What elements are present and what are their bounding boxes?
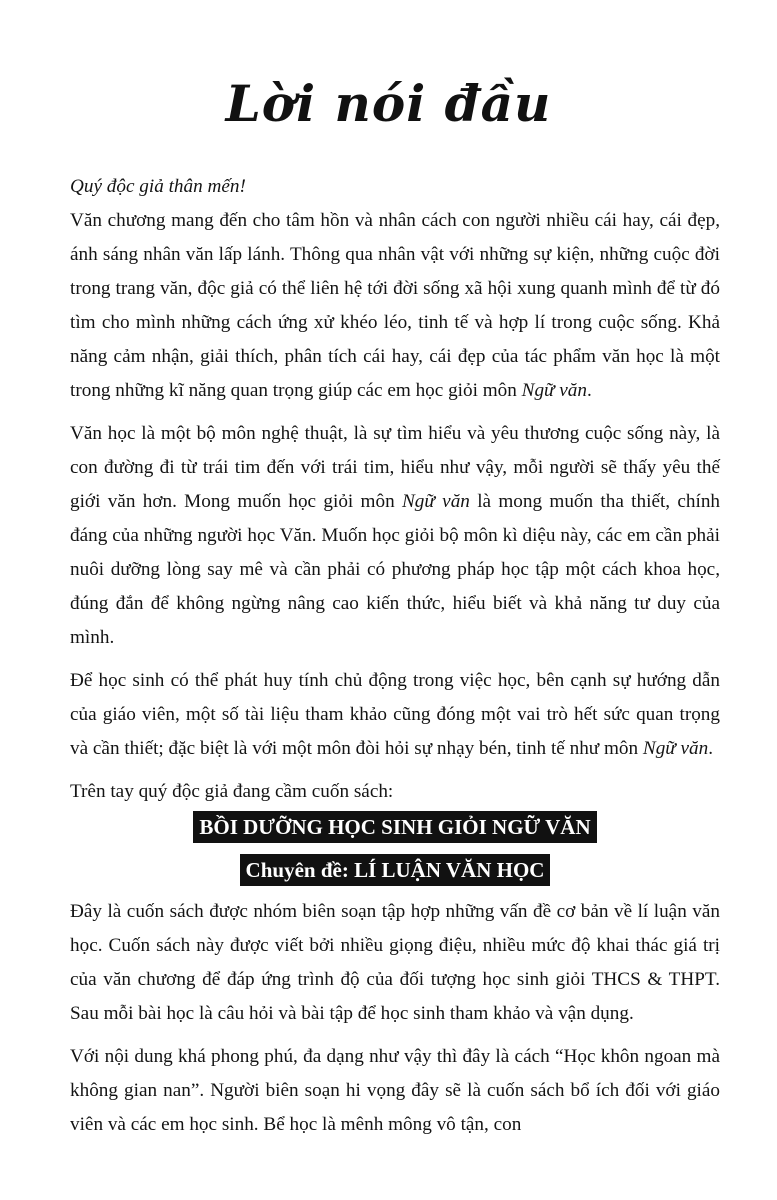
paragraph-1-end: . xyxy=(587,380,592,401)
book-subtitle-banner xyxy=(70,850,720,889)
book-subtitle: Chuyên đề: LÍ LUẬN VĂN HỌC xyxy=(240,854,551,886)
paragraph-4-text: Trên tay quý độc giả đang cầm cuốn sách: xyxy=(70,781,394,802)
paragraph-2-emphasis: Ngữ văn xyxy=(402,491,470,512)
book-title-banner xyxy=(70,811,720,846)
book-title: BỒI DƯỠNG HỌC SINH GIỎI NGỮ VĂN xyxy=(193,811,596,843)
greeting-text: Quý độc giả thân mến! xyxy=(70,176,246,197)
body-text xyxy=(70,170,720,1151)
paragraph-2-text-b: là mong muốn tha thiết, chính đáng của những người học Văn. Muốn học giỏi bộ môn kì diệu này, các em cần phải nuôi dưỡng lòng say mê và cần phải có phương pháp học tập một cách khoa học, đúng đắn để không ngừng nâng cao kiến thức, hiểu biết và khả năng tư duy của mình. xyxy=(70,491,721,648)
paragraph-1-text: Văn chương mang đến cho tâm hồn và nhân cách con người nhiều cái hay, cái đẹp, ánh sáng nhân văn lấp lánh. Thông qua nhân vật với những sự kiện, những cuộc đời trong trang văn, độc giả có thể liên hệ tới đời sống xã hội xung quanh mình để từ đó tìm cho mình những cách ứng xử khéo léo, tinh tế và hợp lí trong cuộc sống. Khả năng cảm nhận, giải thích, phân tích cái hay, cái đẹp của tác phẩm văn học là một trong những kĩ năng quan trọng giúp các em học giỏi môn xyxy=(70,210,720,401)
paragraph-5 xyxy=(70,895,720,1031)
paragraph-5-text: Đây là cuốn sách được nhóm biên soạn tập hợp những vấn đề cơ bản về lí luận văn học. Cuốn sách này được viết bởi nhiều giọng điệu, nhiều mức độ khai thác giá trị của văn chương để đáp ứng trình độ của đối tượng học sinh giỏi THCS & THPT. Sau mỗi bài học là câu hỏi và bài tập để học sinh tham khảo và vận dụng. xyxy=(70,901,720,1024)
page-title: Lời nói đầu xyxy=(225,74,552,133)
paragraph-4 xyxy=(70,775,720,809)
paragraph-2 xyxy=(70,417,720,655)
paragraph-1 xyxy=(70,204,720,408)
paragraph-6 xyxy=(70,1040,720,1142)
paragraph-3 xyxy=(70,664,720,766)
paragraph-6-text: Với nội dung khá phong phú, đa dạng như vậy thì đây là cách “Học khôn ngoan mà không gian nan”. Người biên soạn hi vọng đây sẽ là cuốn sách bổ ích đối với giáo viên và các em học sinh. Bể học là mênh mông vô tận, con xyxy=(70,1046,720,1135)
paragraph-2-text-a: Văn học là một bộ môn nghệ thuật, là sự tìm hiểu và yêu thương cuộc sống này, là con đường đi từ trái tim đến với trái tim, hiểu như vậy, mỗi người sẽ thấy yêu thế giới văn hơn. Mong muốn học giỏi môn xyxy=(70,423,720,512)
paragraph-3-end: . xyxy=(708,738,714,759)
paragraph-1-emphasis: Ngữ văn xyxy=(521,380,587,401)
paragraph-3-text: Để học sinh có thể phát huy tính chủ động trong việc học, bên cạnh sự hướng dẫn của giáo viên, một số tài liệu tham khảo cũng đóng một vai trò hết sức quan trọng và cần thiết; đặc biệt là với một môn đòi hỏi sự nhạy bén, tinh tế như môn xyxy=(70,670,720,759)
paragraph-3-emphasis: Ngữ văn xyxy=(642,738,709,759)
greeting xyxy=(70,170,720,204)
